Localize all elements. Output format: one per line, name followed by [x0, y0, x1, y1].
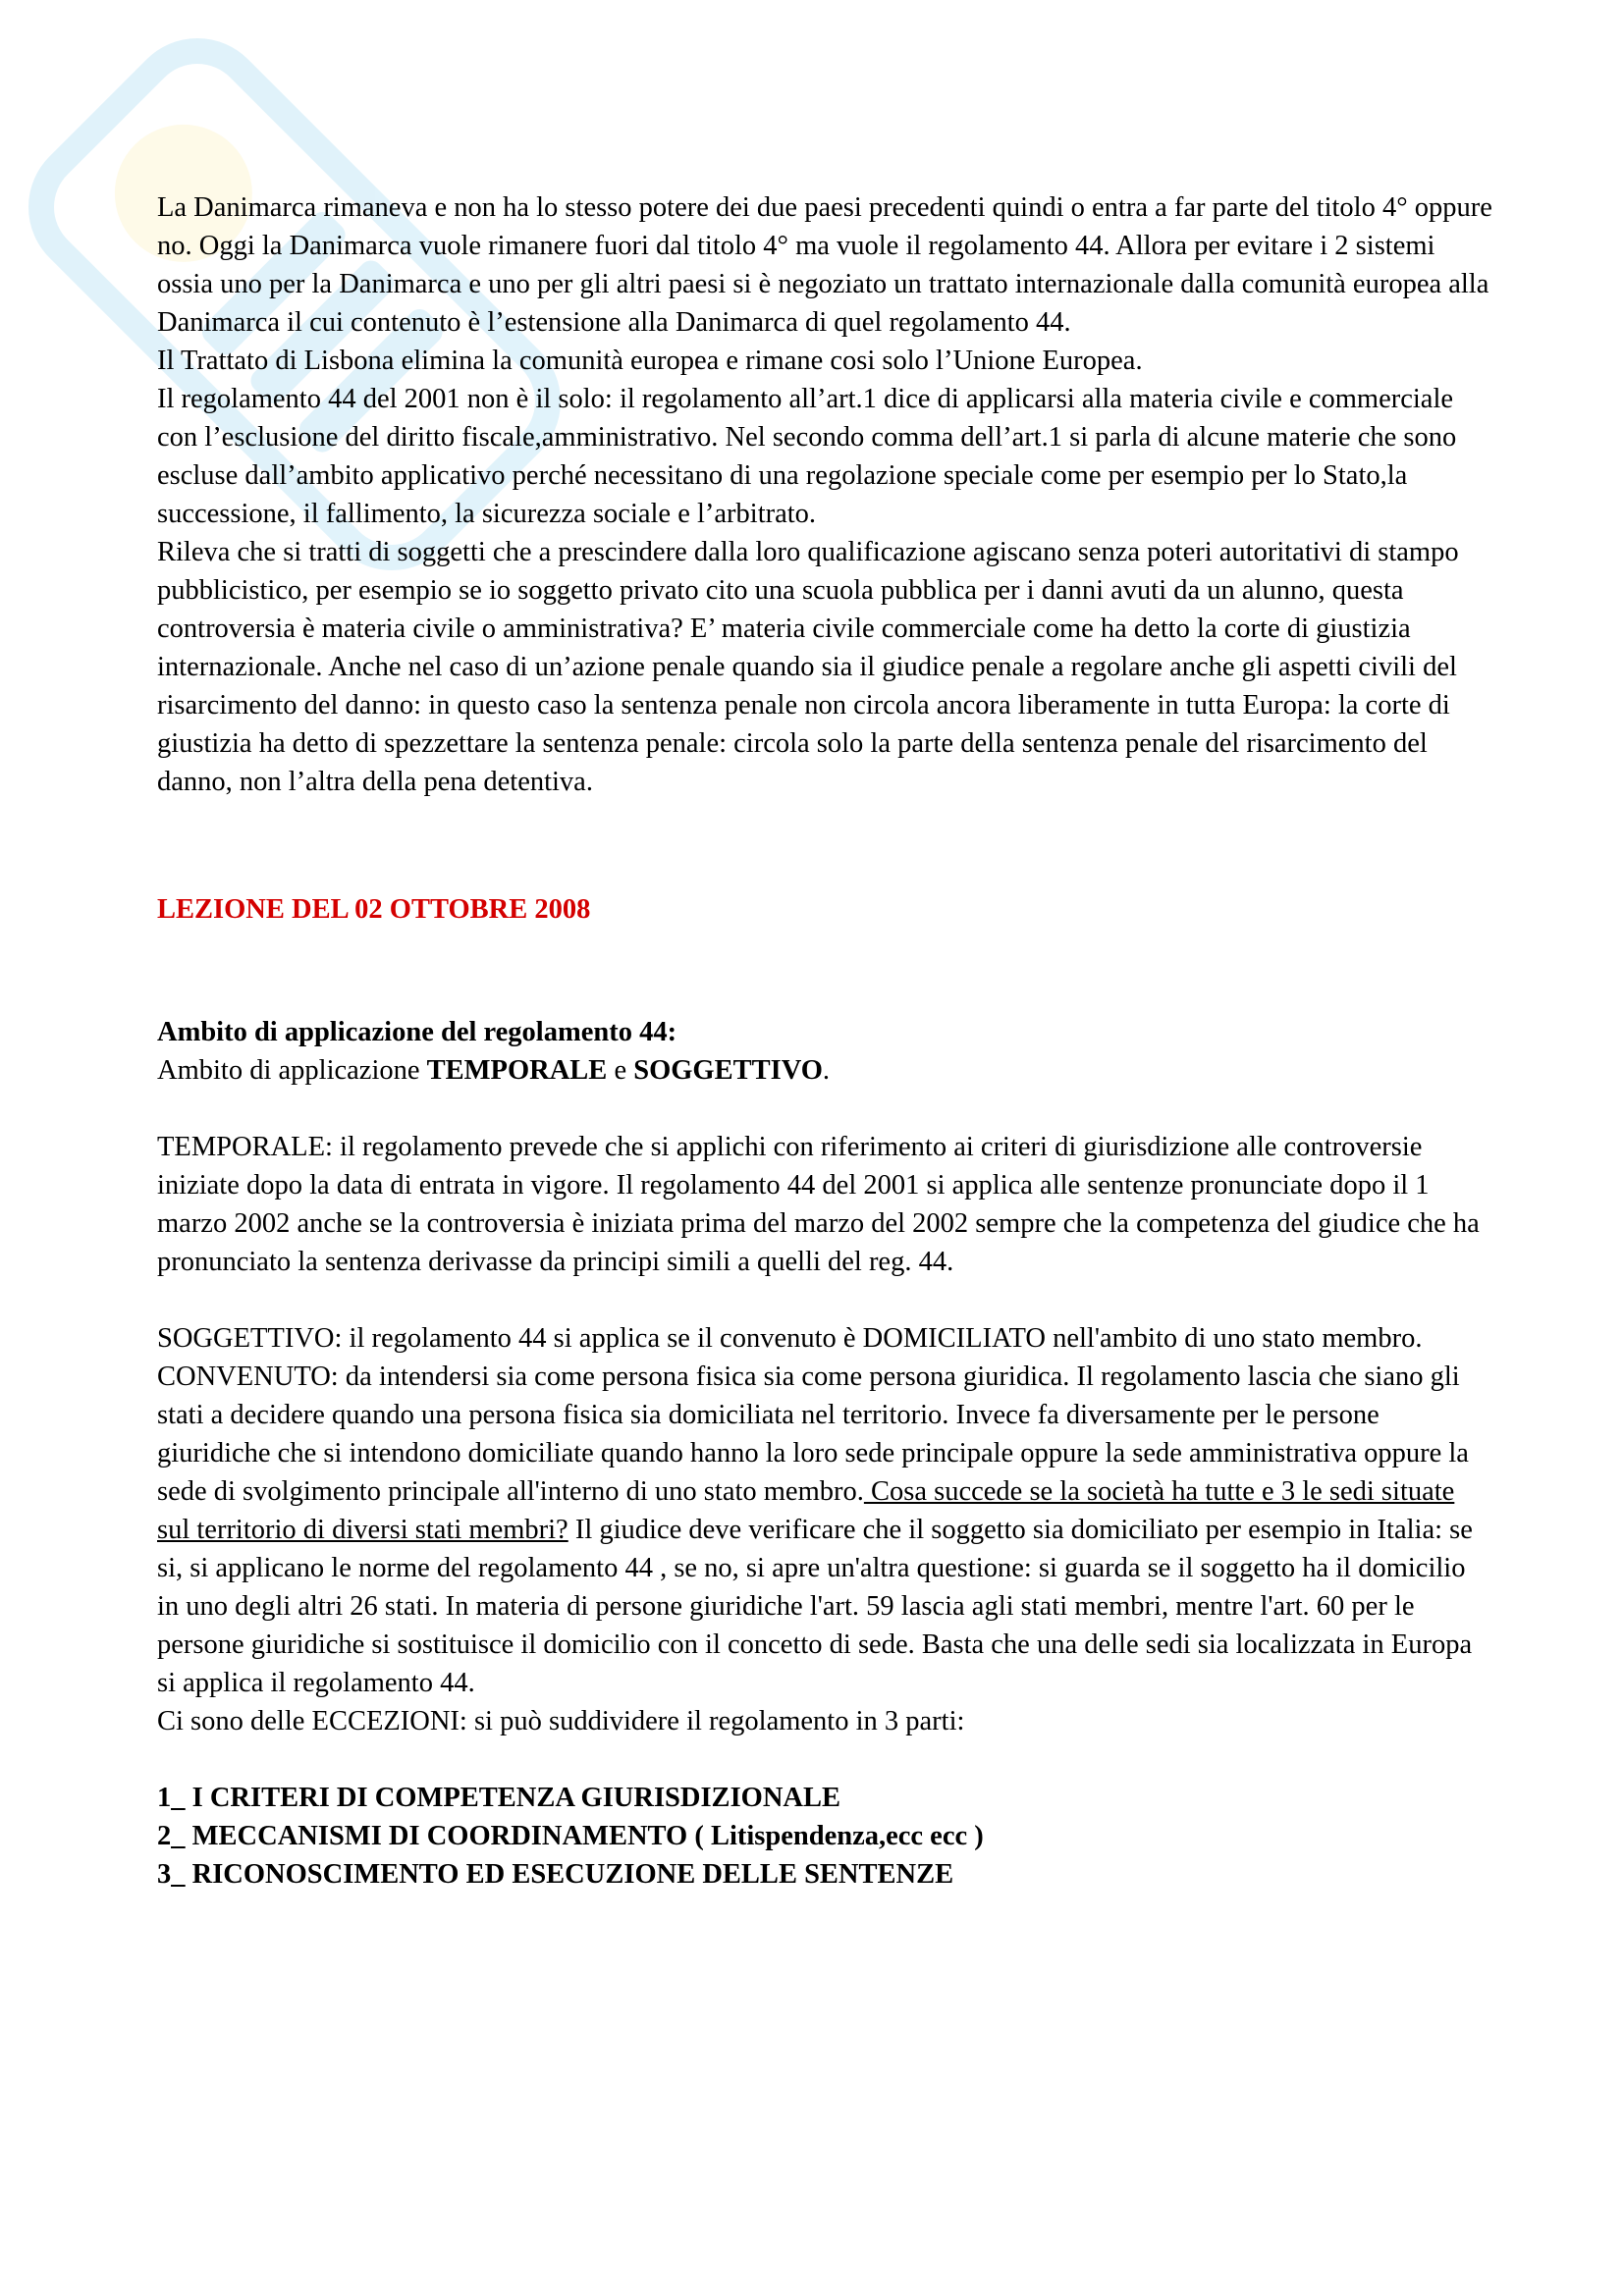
- section-title: Ambito di applicazione del regolamento 44:: [157, 1017, 677, 1047]
- section-subtitle: [157, 1051, 1492, 1090]
- subtitle-temporal: TEMPORALE: [426, 1055, 608, 1086]
- soggettivo-text-1: SOGGETTIVO: il regolamento 44 si applica se il convenuto è DOMICILIATO nell'ambito di uno stato membro. CONVENUTO: da intendersi sia come persona fisica sia come persona giuridica. Il regolamento lascia che siano gli stati a decidere quando una persona fisica sia domiciliata nel territorio. Invece fa diversamente per le persone giuridiche che si intendono domiciliate quando hanno la loro sede principale oppure la sede amministrativa oppure la sede di svolgimento principale all'interno di uno stato membro.: [157, 1323, 1469, 1507]
- list-item: 3_ RICONOSCIMENTO ED ESECUZIONE DELLE SENTENZE: [157, 1859, 954, 1890]
- paragraph-lisbona: Il Trattato di Lisbona elimina la comunità europea e rimane cosi solo l’Unione Europea.: [157, 346, 1143, 376]
- soggettivo-text-2: Il giudice deve verificare che il soggetto sia domiciliato per esempio in Italia: se si, si applicano le norme del regolamento 44 , se no, si apre un'altra questione: si guarda se il soggetto ha il domicilio in uno degli altri 26 stati. In materia di persone giuridiche l'art. 59 lascia agli stati membri, mentre l'art. 60 per le persone giuridiche si sostituisce il domicilio con il concetto di sede. Basta che una delle sedi sia localizzata in Europa si applica il regolamento 44.: [157, 1515, 1473, 1698]
- paragraph-rileva: Rileva che si tratti di soggetti che a prescindere dalla loro qualificazione agiscano senza poteri autoritativi di stampo pubblicistico, per esempio se io soggetto privato cito una scuola pubblica per i danni avuti da un alunno, questa controversia è materia civile o amministrativa? E’ materia civile commerciale come ha detto la corte di giustizia internazionale. Anche nel caso di un’azione penale quando sia il giudice penale a regolare anche gli aspetti civili del risarcimento del danno: in questo caso la sentenza penale non circola ancora liberamente in tutta Europa: la corte di giustizia ha detto di spezzettare la sentenza penale: circola solo la parte della sentenza penale del risarcimento del danno, non l’altra della pena detentiva.: [157, 537, 1459, 797]
- paragraph-regolamento-art1: Il regolamento 44 del 2001 non è il solo: il regolamento all’art.1 dice di applicarsi alla materia civile e commerciale con l’esclusione del diritto fiscale,amministrativo. Nel secondo comma dell’art.1 si parla di alcune materie che sono escluse dall’ambito applicativo perché necessitano di una regolazione speciale come per esempio per lo Stato,la successione, il fallimento, la sicurezza sociale e l’arbitrato.: [157, 384, 1457, 529]
- soggettivo-question: Cosa succede se la società ha tutte e 3 le sedi situate sul territorio di diversi stati membri?: [157, 1476, 1455, 1545]
- subtitle-and: e: [607, 1055, 634, 1086]
- paragraph-temporale: TEMPORALE: il regolamento prevede che si applichi con riferimento ai criteri di giurisdizione alle controversie iniziate dopo la data di entrata in vigore. Il regolamento 44 del 2001 si applica alle sentenze pronunciate dopo il 1 marzo 2002 anche se la controversia è iniziata prima del marzo del 2002 sempre che la competenza del giudice che ha pronunciato la sentenza derivasse da principi simili a quelli del reg. 44.: [157, 1132, 1480, 1277]
- paragraph-soggettivo: [157, 1319, 1492, 1702]
- subtitle-suffix: .: [822, 1055, 831, 1086]
- document-page: [157, 188, 1492, 1894]
- parts-list: [157, 1779, 1492, 1894]
- paragraph-eccezioni: Ci sono delle ECCEZIONI: si può suddividere il regolamento in 3 parti:: [157, 1706, 965, 1736]
- list-item: 1_ I CRITERI DI COMPETENZA GIURISDIZIONALE: [157, 1783, 841, 1813]
- subtitle-subjective: SOGGETTIVO: [633, 1055, 823, 1086]
- subtitle-prefix: Ambito di applicazione: [157, 1055, 427, 1086]
- list-item: 2_ MECCANISMI DI COORDINAMENTO ( Litispendenza,ecc ecc ): [157, 1821, 984, 1851]
- paragraph-danimarca: La Danimarca rimaneva e non ha lo stesso potere dei due paesi precedenti quindi o entra a far parte del titolo 4° oppure no. Oggi la Danimarca vuole rimanere fuori dal titolo 4° ma vuole il regolamento 44. Allora per evitare i 2 sistemi ossia uno per la Danimarca e uno per gli altri paesi si è negoziato un trattato internazionale dalla comunità europea alla Danimarca il cui contenuto è l’estensione alla Danimarca di quel regolamento 44.: [157, 192, 1492, 338]
- lesson-heading: LEZIONE DEL 02 OTTOBRE 2008: [157, 894, 591, 925]
